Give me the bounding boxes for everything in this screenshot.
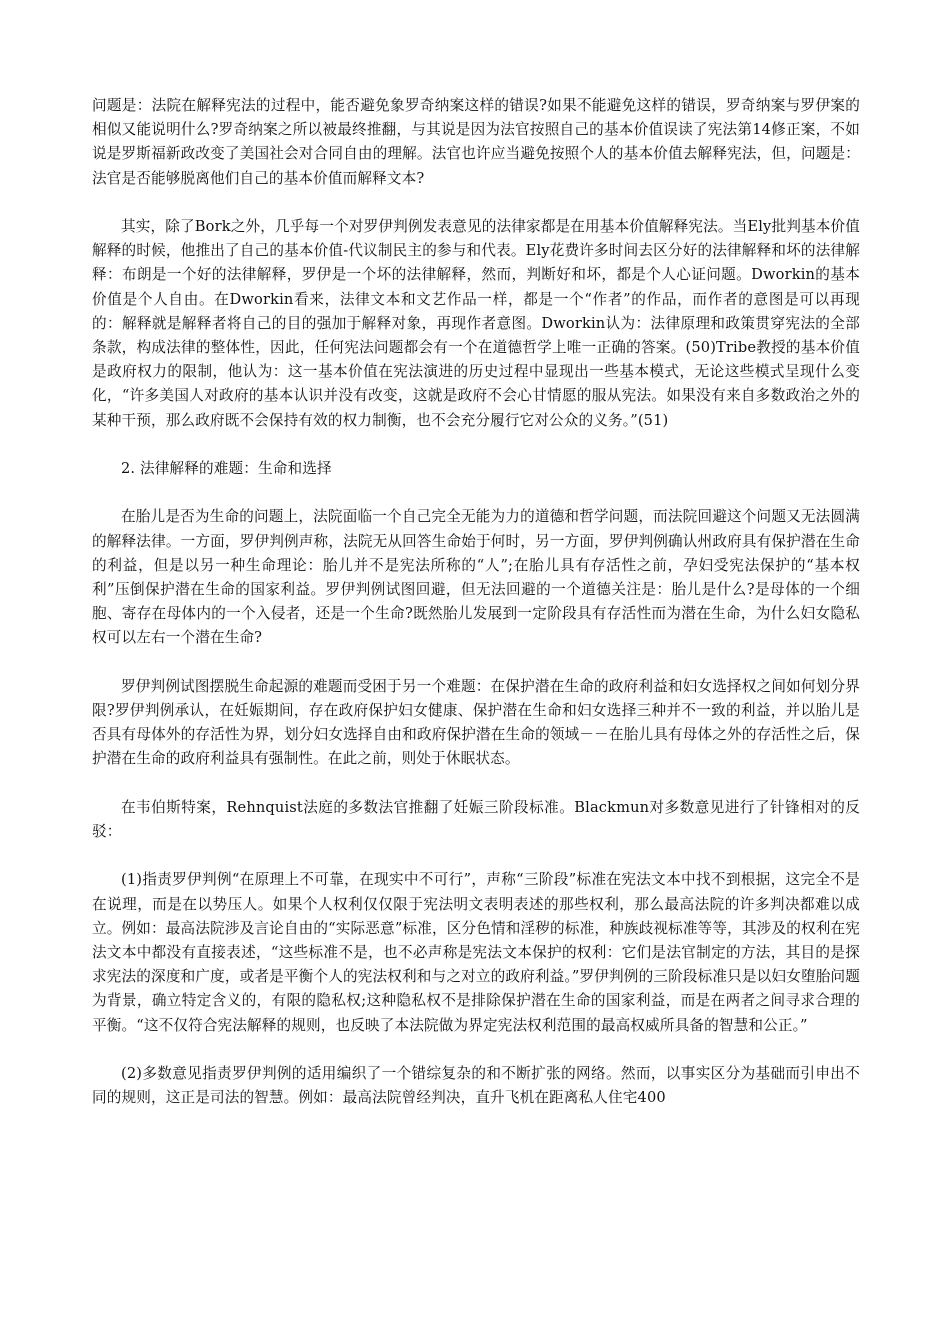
paragraph-basic-values: 其实，除了Bork之外，几乎每一个对罗伊判例发表意见的法律家都是在用基本价值解释宪法。当Ely批判基本价值解释的时候，他推出了自己的基本价值-代议制民主的参与和代表。Ely花费许多时间去区分好的法律解释和坏的法律解释：布朗是一个好的法律解释，罗伊是一个坏的法律解释，然而，判断好和坏，都是个人心证问题。Dworkin的基本价值是个人自由。在Dworkin看来，法律文本和文艺作品一样，都是一个“作者”的作品，而作者的意图是可以再现的：解释就是解释者将自己的目的强加于解释对象，再现作者意图。Dworkin认为：法律原理和政策贯穿宪法的全部条款，构成法律的整体性，因此，任何宪法问题都会有一个在道德哲学上唯一正确的答案。(50)Tribe教授的基本价值是政府权力的限制，他认为：这一基本价值在宪法演进的历史过程中显现出一些基本模式，无论这些模式呈现什么变化，“许多美国人对政府的基本认识并没有改变，这就是政府不会心甘情愿的服从宪法。如果没有来自多数政治之外的某种干预，那么政府既不会保持有效的权力制衡，也不会充分履行它对公众的义务。”(51) bbox=[92, 218, 860, 429]
document-page bbox=[92, 94, 860, 1110]
paragraph-choice-boundary: 罗伊判例试图摆脱生命起源的难题而受困于另一个难题：在保护潜在生命的政府利益和妇女选择权之间如何划分界限?罗伊判例承认，在妊娠期间，存在政府保护妇女健康、保护潜在生命和妇女选择三种并不一致的利益，并以胎儿是否具有母体外的存活性为界，划分妇女选择自由和政府保护潜在生命的领域－－在胎儿具有母体之外的存活性之后，保护潜在生命的政府利益具有强制性。在此之前，则处于休眠状态。 bbox=[92, 677, 860, 768]
section-heading: 2. 法律解释的难题：生命和选择 bbox=[121, 460, 332, 478]
paragraph-webster-case: 在韦伯斯特案，Rehnquist法庭的多数法官推翻了妊娠三阶段标准。Blackmun对多数意见进行了针锋相对的反驳： bbox=[92, 798, 860, 841]
paragraph-rebuttal-1: (1)指责罗伊判例“在原理上不可靠，在现实中不可行”，声称“三阶段”标准在宪法文本中找不到根据，这完全不是在说理，而是在以势压人。如果个人权利仅仅限于宪法明文表明表述的那些权利，那么最高法院的许多判决都难以成立。例如：最高法院涉及言论自由的“实际恶意”标准，区分色情和淫秽的标准，种族歧视标准等等，其涉及的权利在宪法文本中都没有直接表述，“这些标准不是，也不必声称是宪法文本保护的权利：它们是法官制定的方法，其目的是探求宪法的深度和广度，或者是平衡个人的宪法权利和与之对立的政府利益。”罗伊判例的三阶段标准只是以妇女堕胎问题为背景，确立特定含义的，有限的隐私权;这种隐私权不是排除保护潜在生命的国家利益，而是在两者之间寻求合理的平衡。“这不仅符合宪法解释的规则，也反映了本法院做为界定宪法权利范围的最高权威所具备的智慧和公正。” bbox=[92, 871, 860, 1034]
paragraph-fetus-life: 在胎儿是否为生命的问题上，法院面临一个自己完全无能为力的道德和哲学问题，而法院回避这个问题又无法圆满的解释法律。一方面，罗伊判例声称，法院无从回答生命始于何时，另一方面，罗伊判例确认州政府具有保护潜在生命的利益，但是以另一种生命理论：胎儿并不是宪法所称的“人”;在胎儿具有存活性之前，孕妇受宪法保护的“基本权利”压倒保护潜在生命的国家利益。罗伊判例试图回避，但无法回避的一个道德关注是：胎儿是什么?是母体的一个细胞、寄存在母体内的一个入侵者，还是一个生命?既然胎儿发展到一定阶段具有存活性而为潜在生命，为什么妇女隐私权可以左右一个潜在生命? bbox=[92, 508, 860, 647]
paragraph-rebuttal-2: (2)多数意见指责罗伊判例的适用编织了一个错综复杂的和不断扩张的网络。然而，以事实区分为基础而引申出不同的规则，这正是司法的智慧。例如：最高法院曾经判决，直升飞机在距离私人住宅400 bbox=[92, 1065, 860, 1107]
paragraph-question: 问题是：法院在解释宪法的过程中，能否避免象罗奇纳案这样的错误?如果不能避免这样的错误，罗奇纳案与罗伊案的相似又能说明什么?罗奇纳案之所以被最终推翻，与其说是因为法官按照自己的基本价值误读了宪法第14修正案，不如说是罗斯福新政改变了美国社会对合同自由的理解。法官也许应当避免按照个人的基本价值去解释宪法，但，问题是：法官是否能够脱离他们自己的基本价值而解释文本? bbox=[92, 97, 860, 187]
